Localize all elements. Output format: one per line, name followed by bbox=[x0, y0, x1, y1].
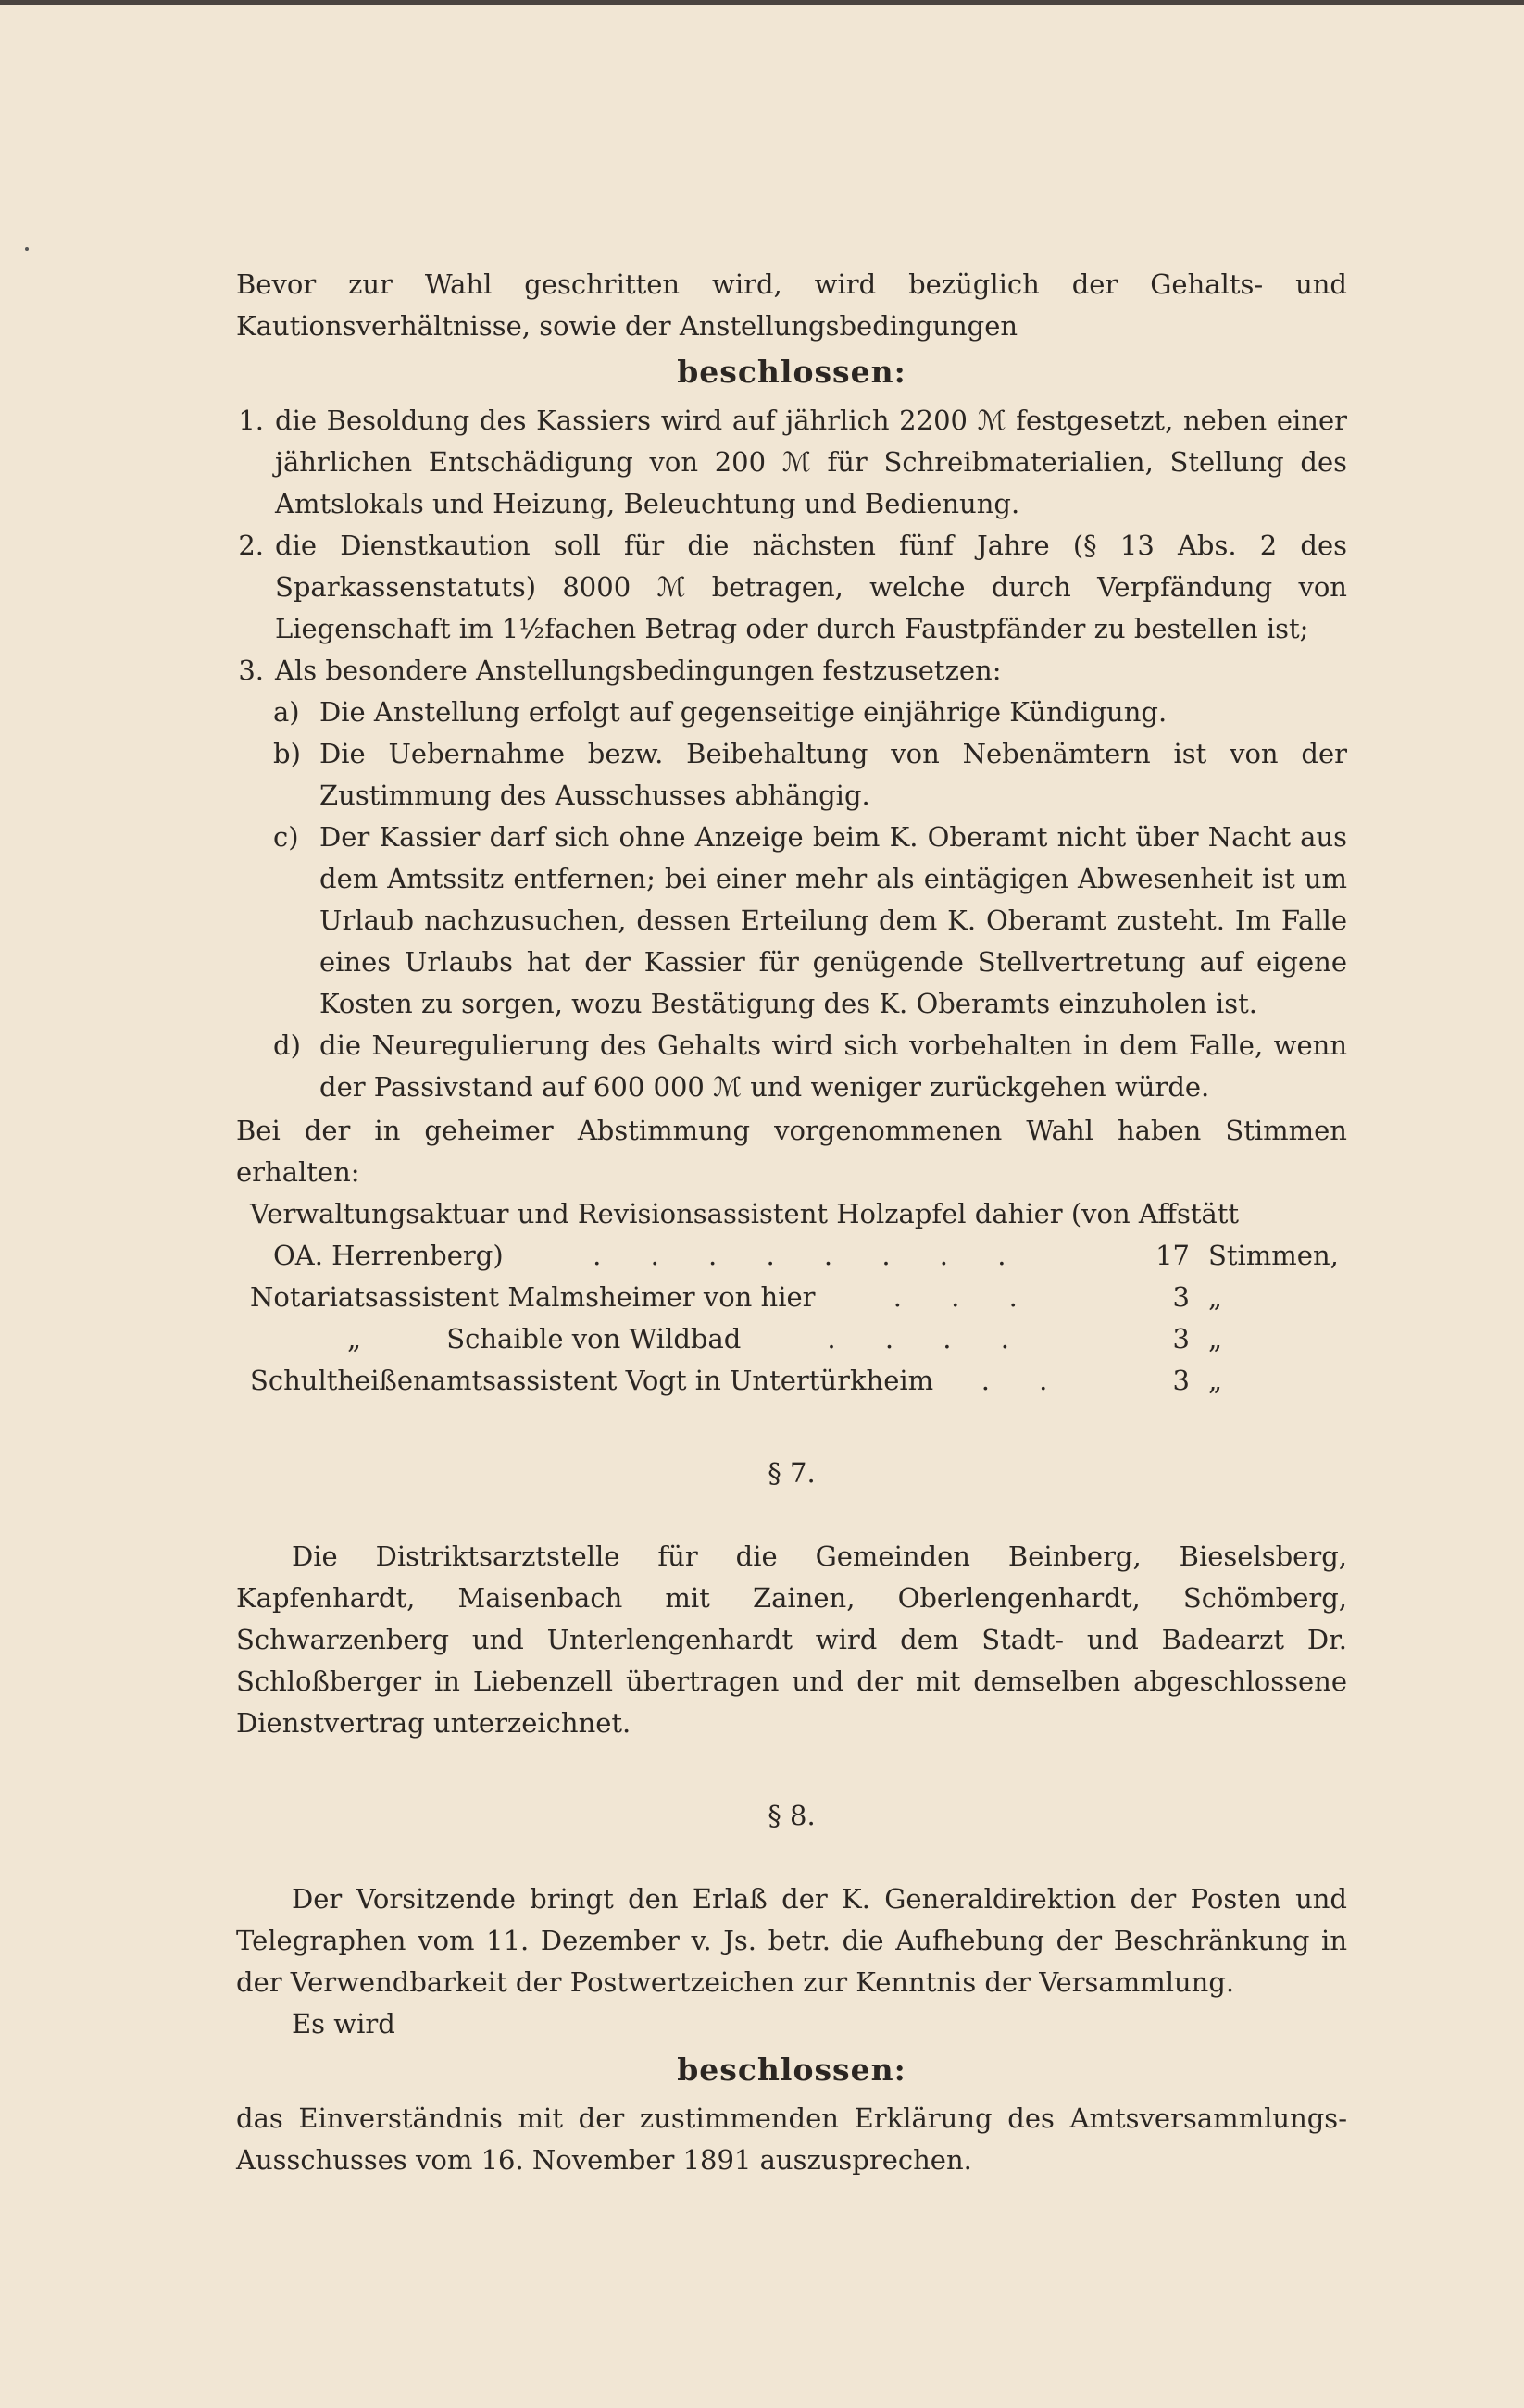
item-number: 1. bbox=[238, 405, 264, 436]
sub-item-text: Der Kassier darf sich ohne Anzeige beim K. Oberamt nicht über Nacht aus dem Amtssitz entfernen; bei einer mehr als eintägigen Abwesenheit ist um Urlaub nachzusuchen, dessen Erteilung dem K. Oberamt zusteht. Im Falle eines Urlaubs hat der Kassier für genügende Stellvertretung auf eigene Kosten zu sorgen, wozu Bestätigung des K. Oberamts einzuholen ist. bbox=[319, 821, 1347, 1019]
item-text: Als besondere Anstellungsbedingungen festzusetzen: bbox=[275, 655, 1002, 686]
item-number: 2. bbox=[238, 530, 264, 561]
sub-item-b bbox=[273, 733, 1347, 817]
vote-unit: „ bbox=[1208, 1323, 1223, 1354]
vote-first-line bbox=[250, 1193, 1347, 1235]
votes-intro: Bei der in geheimer Abstimmung vorgenommenen Wahl haben Stimmen erhalten: bbox=[236, 1115, 1347, 1188]
resolved-heading-1: beschlossen: bbox=[677, 354, 906, 390]
vote-candidate: Notariatsassistent Malmsheimer von hier bbox=[250, 1281, 816, 1313]
intro-paragraph: Bevor zur Wahl geschritten wird, wird bezüglich der Gehalts- und Kautionsverhältnisse, sowie der Anstellungsbedingungen bbox=[236, 268, 1347, 342]
vote-count: 3 bbox=[1172, 1365, 1190, 1396]
item-text: die Besoldung des Kassiers wird auf jährlich 2200 ℳ festgesetzt, neben einer jährlichen Entschädigung von 200 ℳ für Schreibmaterialien, Stellung des Amtslokals und Heizung, Beleuchtung und Bedienung. bbox=[275, 405, 1347, 519]
vote-leader-dots: . . . . bbox=[827, 1323, 1030, 1354]
vote-count: 3 bbox=[1172, 1323, 1190, 1354]
item-number: 3. bbox=[238, 655, 264, 686]
vote-candidate: „ Schaible von Wildbad bbox=[347, 1323, 742, 1354]
final-resolution: das Einverständnis mit der zustimmenden Erklärung des Amtsversammlungs-Ausschusses vom 16. November 1891 auszusprechen. bbox=[236, 2102, 1347, 2176]
section-8-title: § 8. bbox=[768, 1800, 816, 1831]
vote-candidate: OA. Herrenberg) bbox=[273, 1240, 504, 1271]
section-7-text: Die Distriktsarztstelle für die Gemeinden Beinberg, Bieselsberg, Kapfenhardt, Maisenbach mit Zainen, Oberlengenhardt, Schömberg, Schwarzenberg und Unterlengenhardt wird dem Stadt- und Badearzt Dr. Schloßberger in Liebenzell übertragen und der mit demselben abgeschlossene Dienstvertrag unterzeichnet. bbox=[236, 1541, 1347, 1739]
list-item-3 bbox=[236, 650, 1347, 692]
vote-leader-dots: . . bbox=[981, 1365, 1068, 1396]
sub-item-c bbox=[273, 817, 1347, 1025]
vote-row bbox=[250, 1360, 1347, 1402]
section-7-title: § 7. bbox=[768, 1457, 816, 1489]
vote-leader-dots: . . . bbox=[893, 1281, 1038, 1313]
vote-row bbox=[273, 1235, 1347, 1277]
vote-leader-dots: . . . . . . . . bbox=[593, 1240, 1027, 1271]
resolved-heading-2: beschlossen: bbox=[677, 2052, 906, 2088]
sub-item-text: die Neuregulierung des Gehalts wird sich vorbehalten in dem Falle, wenn der Passivstand auf 600 000 ℳ und weniger zurückgehen würde. bbox=[319, 1029, 1347, 1103]
es-wird-line: Es wird bbox=[292, 2008, 395, 2040]
sub-item-letter: c) bbox=[273, 821, 299, 853]
list-item-1 bbox=[236, 400, 1347, 525]
margin-mark bbox=[25, 247, 29, 251]
item-text: die Dienstkaution soll für die nächsten fünf Jahre (§ 13 Abs. 2 des Sparkassenstatuts) 8000 ℳ betragen, welche durch Verpfändung von Liegenschaft im 1½fachen Betrag oder durch Faustpfänder zu bestellen ist; bbox=[275, 530, 1347, 644]
vote-unit: „ bbox=[1208, 1365, 1223, 1396]
sub-item-text: Die Anstellung erfolgt auf gegenseitige einjährige Kündigung. bbox=[319, 696, 1168, 728]
vote-unit: „ bbox=[1208, 1281, 1223, 1313]
section-8-text: Der Vorsitzende bringt den Erlaß der K. Generaldirektion der Posten und Telegraphen vom 11. Dezember v. Js. betr. die Aufhebung der Beschränkung in der Verwendbarkeit der Postwertzeichen zur Kenntnis der Versammlung. bbox=[236, 1883, 1347, 1998]
list-item-2 bbox=[236, 525, 1347, 650]
sub-item-text: Die Uebernahme bezw. Beibehaltung von Nebenämtern ist von der Zustimmung des Ausschusses abhängig. bbox=[319, 738, 1347, 811]
sub-item-letter: d) bbox=[273, 1029, 301, 1061]
vote-candidate: Schultheißenamtsassistent Vogt in Untertürkheim bbox=[250, 1365, 934, 1396]
vote-count: 3 bbox=[1172, 1281, 1190, 1313]
sub-item-letter: b) bbox=[273, 738, 301, 769]
vote-count: 17 bbox=[1155, 1240, 1190, 1271]
vote-row bbox=[347, 1318, 1347, 1360]
vote-unit: Stimmen, bbox=[1208, 1240, 1339, 1271]
sub-item-d bbox=[273, 1025, 1347, 1108]
sub-item-letter: a) bbox=[273, 696, 300, 728]
sub-item-a bbox=[273, 692, 1347, 733]
document-body bbox=[236, 264, 1347, 2181]
vote-row bbox=[250, 1277, 1347, 1318]
vote-candidate-line: Verwaltungsaktuar und Revisionsassistent Holzapfel dahier (von Affstätt bbox=[250, 1198, 1240, 1229]
